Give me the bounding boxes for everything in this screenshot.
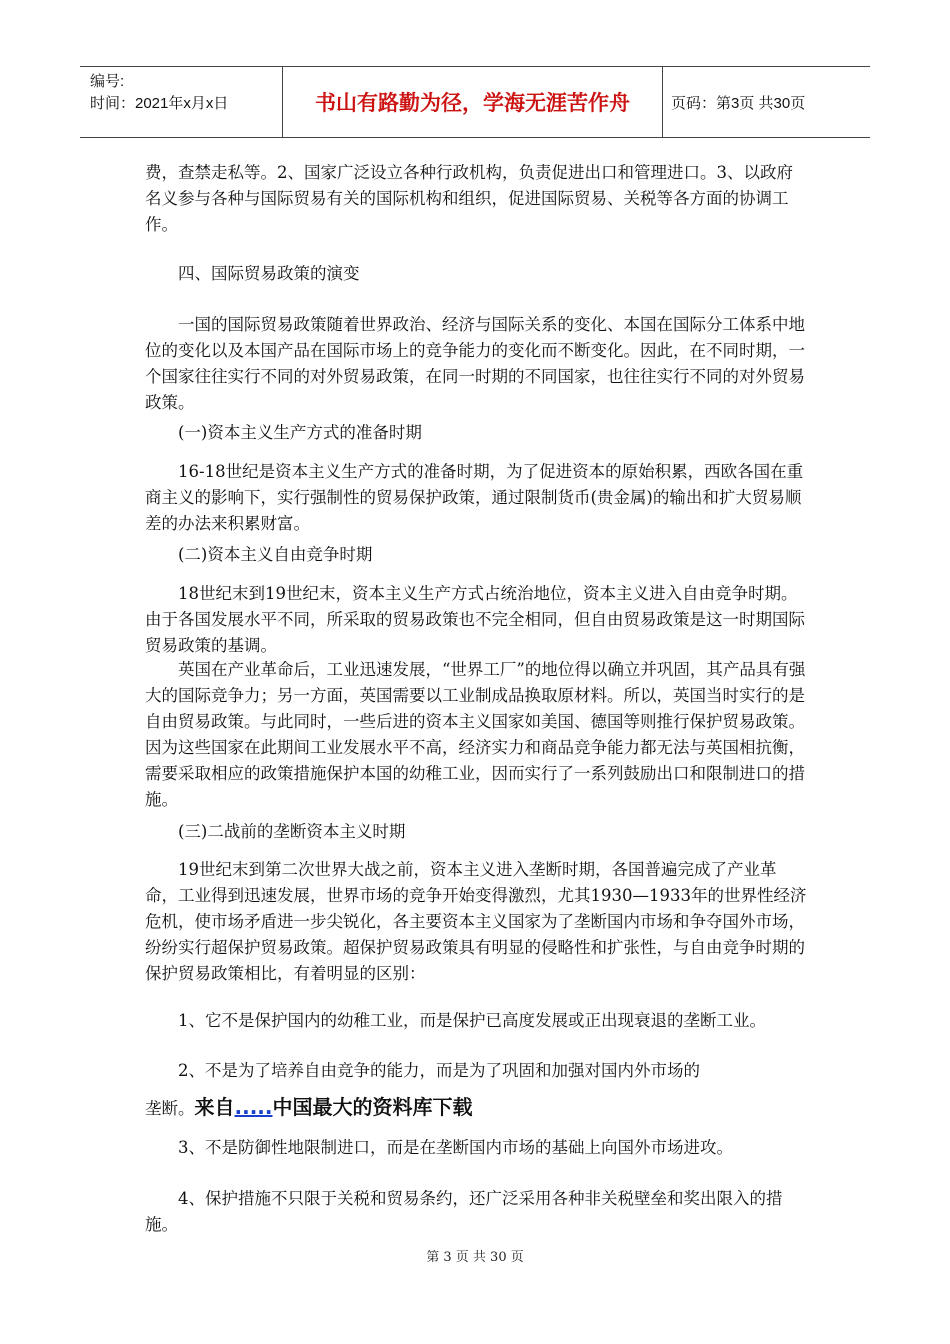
page-header (80, 66, 870, 138)
download-link[interactable]: ..... (234, 1095, 273, 1119)
list-item-2-tail: 垄断。 (145, 1099, 195, 1118)
list-item-1: 1、它不是保护国内的幼稚工业，而是保护已高度发展或正出现衰退的垄断工业。 (178, 1011, 766, 1030)
paragraph-free-competition: 18世纪末到19世纪末，资本主义生产方式占统治地位，资本主义进入自由竞争时期。由于各国发展水平不同，所采取的贸易政策也不完全相同，但自由贸易政策是这一时期国际贸易政策的基调。 (145, 584, 805, 655)
list-item-2: 2、不是为了培养自由竞争的能力，而是为了巩固和加强对国内外市场的 (178, 1061, 700, 1080)
subsection-heading-1: (一)资本主义生产方式的准备时期 (178, 423, 422, 442)
header-meta (80, 67, 283, 137)
list-item-3: 3、不是防御性地限制进口，而是在垄断国内市场的基础上向国外市场进攻。 (178, 1138, 733, 1157)
download-suffix: 中国最大的资料库下载 (272, 1095, 473, 1119)
document-date: 时间：2021年x月x日 (90, 95, 229, 112)
download-note (195, 1095, 473, 1119)
list-item-4: 4、保护措施不只限于关税和贸易条约，还广泛采用各种非关税壁垒和奖出限入的措施。 (145, 1189, 783, 1234)
paragraph-britain: 英国在产业革命后，工业迅速发展，“世界工厂”的地位得以确立并巩固，其产品具有强大的国际竞争力；另一方面，英国需要以工业制成品换取原材料。所以，英国当时实行的是自由贸易政策。与此同时，一些后进的资本主义国家如美国、德国等则推行保护贸易政策。因为这些国家在此期间工业发展水平不高，经济实力和商品竞争能力都无法与英国相抗衡，需要采取相应的政策措施保护本国的幼稚工业，因而实行了一系列鼓励出口和限制进口的措施。 (145, 660, 806, 809)
paragraph-continued: 费，查禁走私等。2、国家广泛设立各种行政机构，负责促进出口和管理进口。3、以政府名义参与各种与国际贸易有关的国际机构和组织，促进国际贸易、关税等各方面的协调工作。 (145, 163, 793, 234)
download-prefix: 来自 (194, 1095, 235, 1119)
section-heading-4: 四、国际贸易政策的演变 (178, 264, 360, 283)
page-footer: 第 3 页 共 30 页 (426, 1250, 524, 1265)
paragraph-monopoly: 19世纪末到第二次世界大战之前，资本主义进入垄断时期，各国普遍完成了产业革命，工业得到迅速发展，世界市场的竞争开始变得激烈，尤其1930—1933年的世界性经济危机，使市场矛盾进一步尖锐化，各主要资本主义国家为了垄断国内市场和争夺国外市场，纷纷实行超保护贸易政策。超保护贸易政策具有明显的侵略性和扩张性，与自由竞争时期的保护贸易政策相比，有着明显的区别： (145, 860, 807, 983)
header-page-info: 页码：第3页 共30页 (671, 94, 806, 112)
header-motto: 书山有路勤为径，学海无涯苦作舟 (283, 67, 663, 137)
paragraph-intro: 一国的国际贸易政策随着世界政治、经济与国际关系的变化、本国在国际分工体系中地位的变化以及本国产品在国际市场上的竞争能力的变化而不断变化。因此，在不同时期，一个国家往往实行不同的对外贸易政策，在同一时期的不同国家，也往往实行不同的对外贸易政策。 (145, 315, 805, 412)
document-number-label: 编号: (90, 73, 125, 90)
subsection-heading-2: (二)资本主义自由竞争时期 (178, 545, 373, 564)
subsection-heading-3: (三)二战前的垄断资本主义时期 (178, 822, 406, 841)
list-item-2-end (145, 1094, 807, 1122)
paragraph-preparation: 16-18世纪是资本主义生产方式的准备时期，为了促进资本的原始积累，西欧各国在重商主义的影响下，实行强制性的贸易保护政策，通过限制货币(贵金属)的输出和扩大贸易顺差的办法来积累财富。 (145, 462, 804, 533)
